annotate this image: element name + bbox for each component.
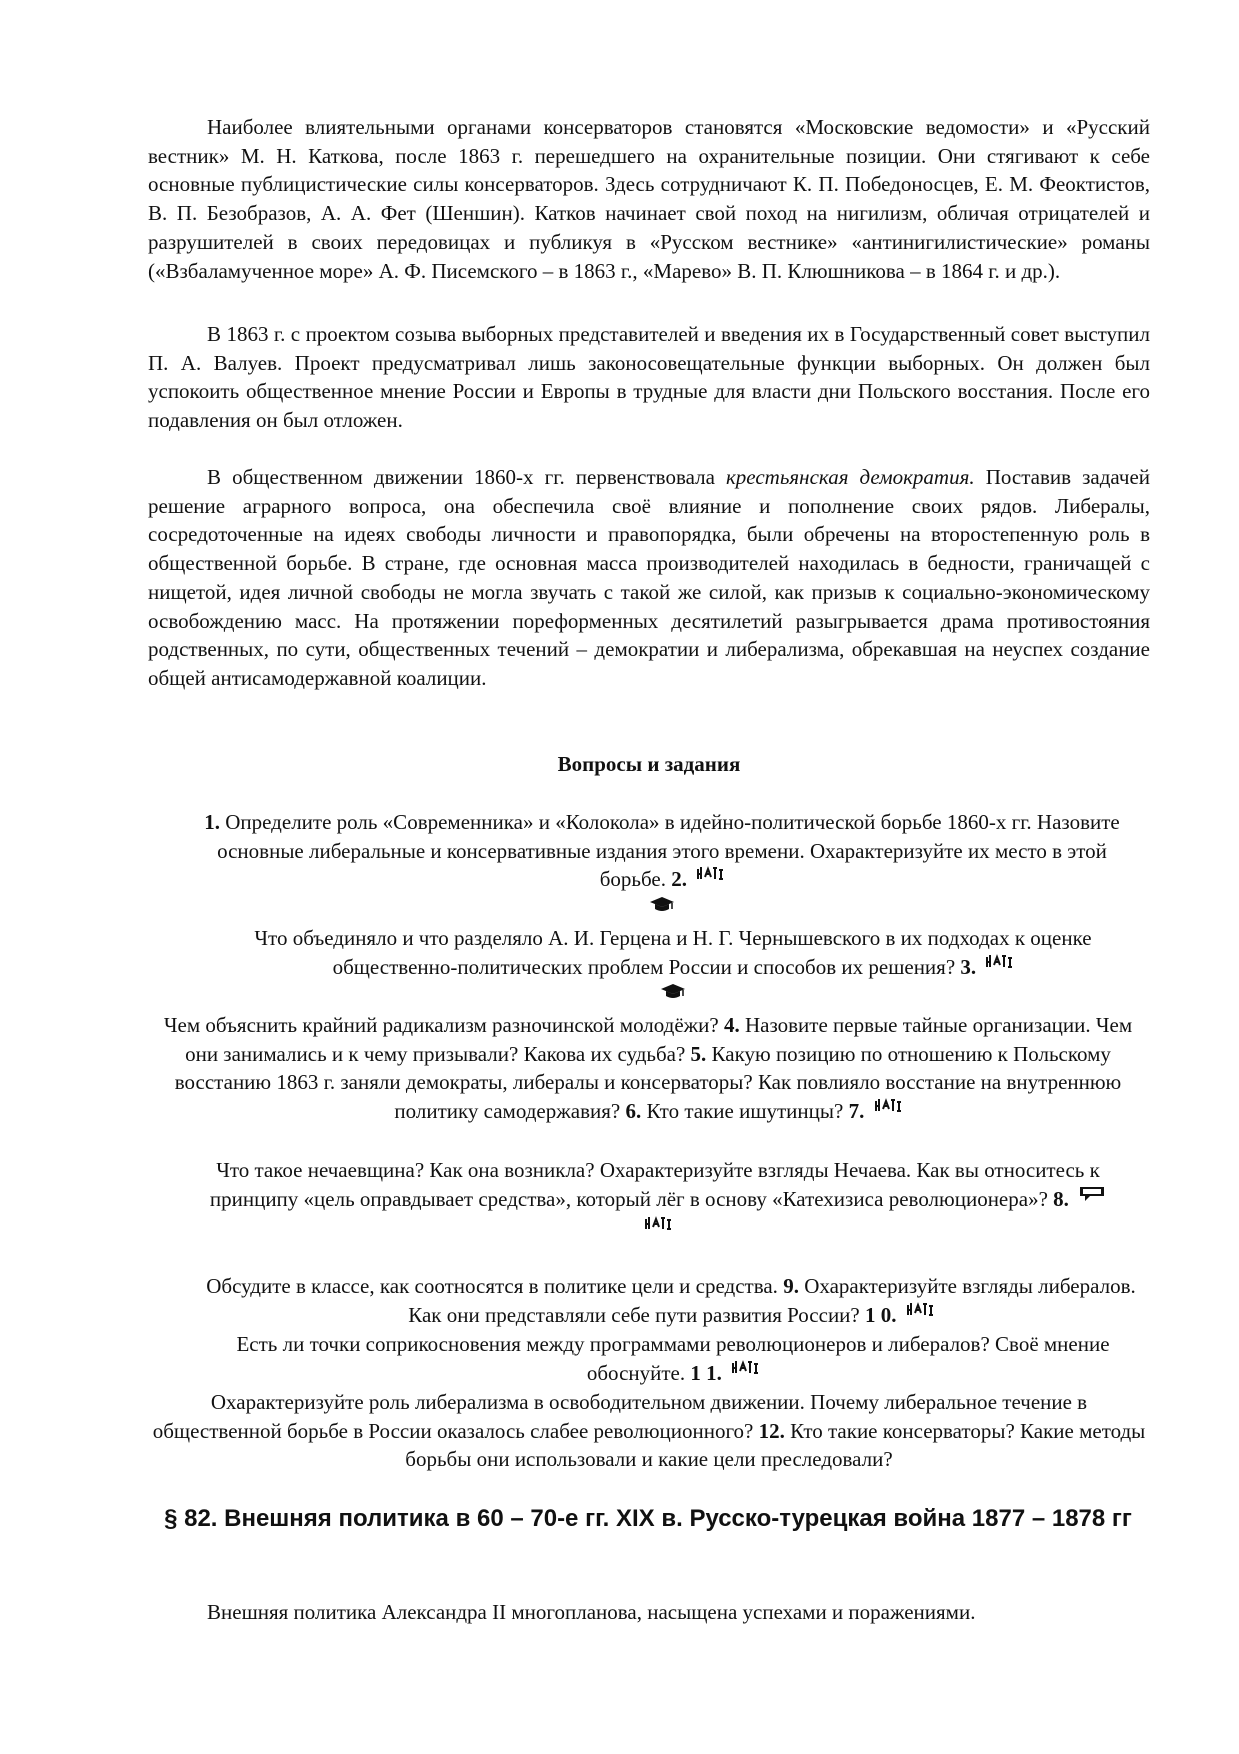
emphasis-term: крестьянская демократия. xyxy=(725,465,975,489)
question-text: Что объединяло и что разделяло А. И. Герцена и Н. Г. Чернышевского в их подходах к оценке общественно-политических проблем России и способов их решения? xyxy=(254,926,1092,979)
question-text: Чем объяснить крайний радикализм разночинской молодёжи? xyxy=(163,1013,719,1037)
question-block-6 xyxy=(200,1330,1146,1387)
section-first-line: Внешняя политика Александра II многопланова, насыщена успехами и поражениями. xyxy=(207,1600,976,1624)
question-text: Определите роль «Современника» и «Колокола» в идейно-политической борьбе 1860-х гг. Назовите основные либеральные и консервативные издания этого времени. Охарактеризуйте их место в этой борьбе. xyxy=(217,810,1120,892)
question-block-1 xyxy=(188,808,1136,914)
question-text: Обсудите в классе, как соотносятся в политике цели и средства. xyxy=(206,1274,778,1298)
research-glyph-icon xyxy=(874,1097,902,1115)
research-glyph-icon xyxy=(906,1301,934,1319)
question-block-4 xyxy=(170,1156,1146,1233)
question-number: 1 0. xyxy=(865,1302,897,1327)
question-text: Есть ли точки соприкосновения между программами революционеров и либералов? Своё мнение обоснуйте. xyxy=(236,1332,1110,1385)
question-number: 4. xyxy=(723,1013,740,1037)
paragraph-valuev-project: В 1863 г. с проектом созыва выборных представителей и введения их в Государственный совет выступил П. А. Валуев. Проект предусматривал лишь законосовещательные функции выборных. Он должен был успокоить общественное мнение России и Европы в трудные для власти дни Польского восстания. После его подавления он был отложен. xyxy=(148,322,1150,433)
question-number: 8. xyxy=(1053,1186,1069,1211)
paragraph-conservative-press: Наиболее влиятельными органами консерваторов становятся «Московские ведомости» и «Русский вестник» М. Н. Каткова, после 1863 г. перешедшего на охранительные позиции. Они стягивают к себе основные публицистические силы консерваторов. Здесь сотрудничают К. П. Победоносцев, Е. М. Феоктистов, В. П. Безобразов, А. А. Фет (Шеншин). Катков начинает свой поход на нигилизм, обличая отрицателей и разрушителей в своих передовицах и публикуя в «Русском вестнике» «антинигилистические» романы («Взбаламученное море» А. Ф. Писемского – в 1863 г., «Марево» В. П. Клюшникова – в 1864 г. и др.). xyxy=(148,115,1150,283)
question-text: Охарактеризуйте взгляды либералов. Как они представляли себе пути развития России? xyxy=(408,1274,1136,1327)
question-text: Какую позицию по отношению к Польскому восстанию 1863 г. заняли демократы, либералы и консерваторы? Как повлияло восстание на внутреннюю политику самодержавия? xyxy=(174,1041,1122,1124)
graduation-cap-icon xyxy=(659,983,687,1001)
question-number: 2. xyxy=(671,867,687,892)
question-text: Охарактеризуйте роль либерализма в освободительном движении. Почему либеральное течение в общественной борьбе в России оказалось слабее революционного? xyxy=(152,1390,1088,1443)
question-text: Кто такие ишутинцы? xyxy=(646,1099,844,1124)
question-number: 5. xyxy=(690,1041,707,1066)
paragraph-text: В общественном движении 1860-х гг. первенствовала xyxy=(207,465,726,489)
paragraph-peasant-democracy xyxy=(148,463,1150,693)
question-number: 1. xyxy=(204,810,220,834)
question-number: 7. xyxy=(848,1099,865,1124)
question-text: Назовите первые тайные организации. Чем они занимались и к чему призывали? Какова их судьба? xyxy=(185,1013,1133,1066)
question-block-2 xyxy=(198,924,1148,1001)
question-number: 6. xyxy=(625,1099,642,1124)
question-text: Кто такие консерваторы? Какие методы борьбы они использовали и какие цели преследовали? xyxy=(405,1418,1146,1472)
research-glyph-icon xyxy=(731,1359,759,1377)
section-title: § 82. Внешняя политика в 60 – 70-е гг. XIX в. Русско-турецкая война 1877 – 1878 гг xyxy=(164,1505,1132,1532)
question-block-7 xyxy=(152,1388,1146,1474)
question-block-5 xyxy=(196,1272,1146,1329)
question-number: 9. xyxy=(783,1274,799,1298)
graduation-cap-icon xyxy=(648,896,676,914)
question-text: Что такое нечаевщина? Как она возникла? Охарактеризуйте взгляды Нечаева. Как вы относитесь к принципу «цель оправдывает средства», который лёг в основу «Катехизиса революционера»? xyxy=(209,1158,1100,1211)
question-number: 12. xyxy=(758,1418,785,1443)
question-number: 3. xyxy=(960,954,977,979)
question-number: 1 1. xyxy=(690,1360,722,1385)
research-glyph-icon xyxy=(696,865,724,883)
research-glyph-icon xyxy=(644,1215,672,1233)
research-glyph-icon xyxy=(985,953,1013,971)
question-block-3 xyxy=(150,1011,1146,1126)
questions-heading: Вопросы и задания xyxy=(557,752,741,776)
speech-bubble-icon xyxy=(1078,1185,1106,1203)
paragraph-text: Поставив задачей решение аграрного вопроса, она обеспечила своё влияние и пополнение своих рядов. Либералы, сосредоточенные на идеях свободы личности и правопорядка, были обречены на второстепенную роль в общественной борьбе. В стране, где основная масса производителей находилась в бедности, граничащей с нищетой, идея личной свободы не могла звучать с такой же силой, как призыв к социально-экономическому освобождению масс. На протяжении пореформенных десятилетий разыгрывается драма противостояния родственных, по сути, общественных течений – демократии и либерализма, обрекавшая на неуспех создание общей антисамодержавной коалиции. xyxy=(148,465,1151,690)
